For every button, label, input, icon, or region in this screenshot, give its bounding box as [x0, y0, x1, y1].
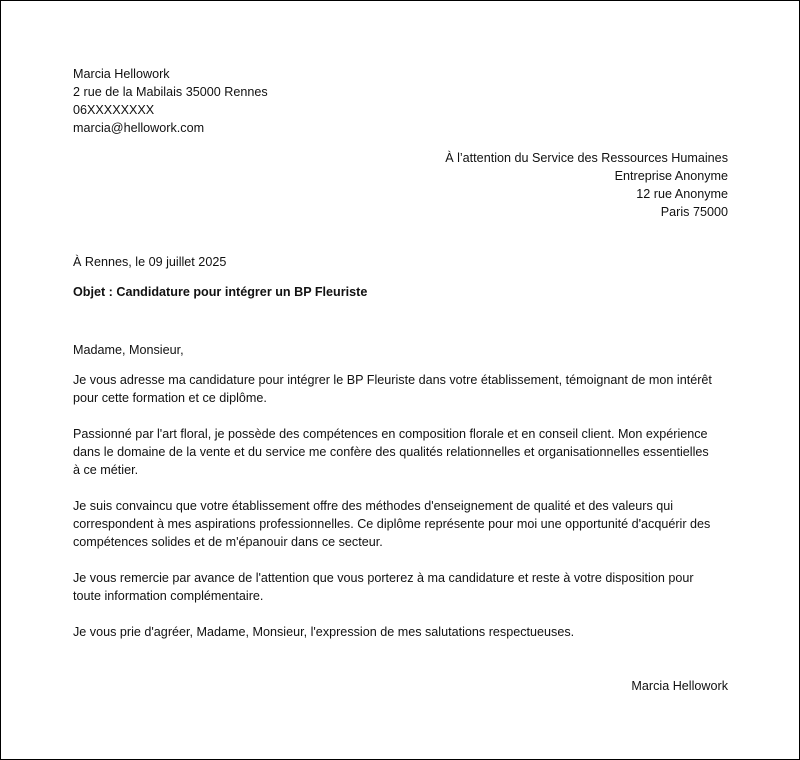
- letter-date: À Rennes, le 09 juillet 2025: [73, 255, 227, 269]
- paragraph-line: à ce métier.: [73, 463, 139, 477]
- recipient-attention: À l’attention du Service des Ressources Humaines: [445, 151, 728, 165]
- sender-block: [73, 65, 728, 137]
- recipient-block: [73, 149, 728, 221]
- paragraph-line: Je vous adresse ma candidature pour intégrer le BP Fleuriste dans votre établissement, témoignant de mon intérêt: [73, 373, 712, 387]
- letter-content: [73, 65, 728, 695]
- paragraph-line: toute information complémentaire.: [73, 589, 264, 603]
- paragraph-line: correspondent à mes aspirations professionnelles. Ce diplôme représente pour moi une opportunité d'acquérir des: [73, 517, 711, 531]
- paragraph-line: Passionné par l'art floral, je possède des compétences en composition florale et en conseil client. Mon expérience: [73, 427, 708, 441]
- letter-subject: Objet : Candidature pour intégrer un BP Fleuriste: [73, 285, 368, 299]
- recipient-city: Paris 75000: [660, 205, 728, 219]
- body-paragraph-4: [73, 569, 728, 605]
- paragraph-line: dans le domaine de la vente et du service me confère des qualités relationnelles et organisationnelles essentielles: [73, 445, 709, 459]
- sender-name: Marcia Hellowork: [73, 67, 170, 81]
- sender-email: marcia@hellowork.com: [73, 121, 205, 135]
- recipient-street: 12 rue Anonyme: [636, 187, 728, 201]
- letter-closing: Je vous prie d'agréer, Madame, Monsieur, l'expression de mes salutations respectueuses.: [73, 625, 575, 639]
- sender-phone: 06XXXXXXXX: [73, 103, 155, 117]
- paragraph-line: pour cette formation et ce diplôme.: [73, 391, 267, 405]
- paragraph-line: Je suis convaincu que votre établissement offre des méthodes d'enseignement de qualité et des valeurs qui: [73, 499, 674, 513]
- body-paragraph-1: [73, 371, 728, 407]
- recipient-company: Entreprise Anonyme: [614, 169, 728, 183]
- body-paragraph-3: [73, 497, 728, 551]
- paragraph-line: Je vous remercie par avance de l'attention que vous porterez à ma candidature et reste à votre disposition pour: [73, 571, 694, 585]
- paragraph-line: compétences solides et de m'épanouir dans ce secteur.: [73, 535, 383, 549]
- body-paragraph-2: [73, 425, 728, 479]
- sender-address: 2 rue de la Mabilais 35000 Rennes: [73, 85, 268, 99]
- letter-signature: Marcia Hellowork: [631, 679, 728, 693]
- letter-greeting: Madame, Monsieur,: [73, 343, 184, 357]
